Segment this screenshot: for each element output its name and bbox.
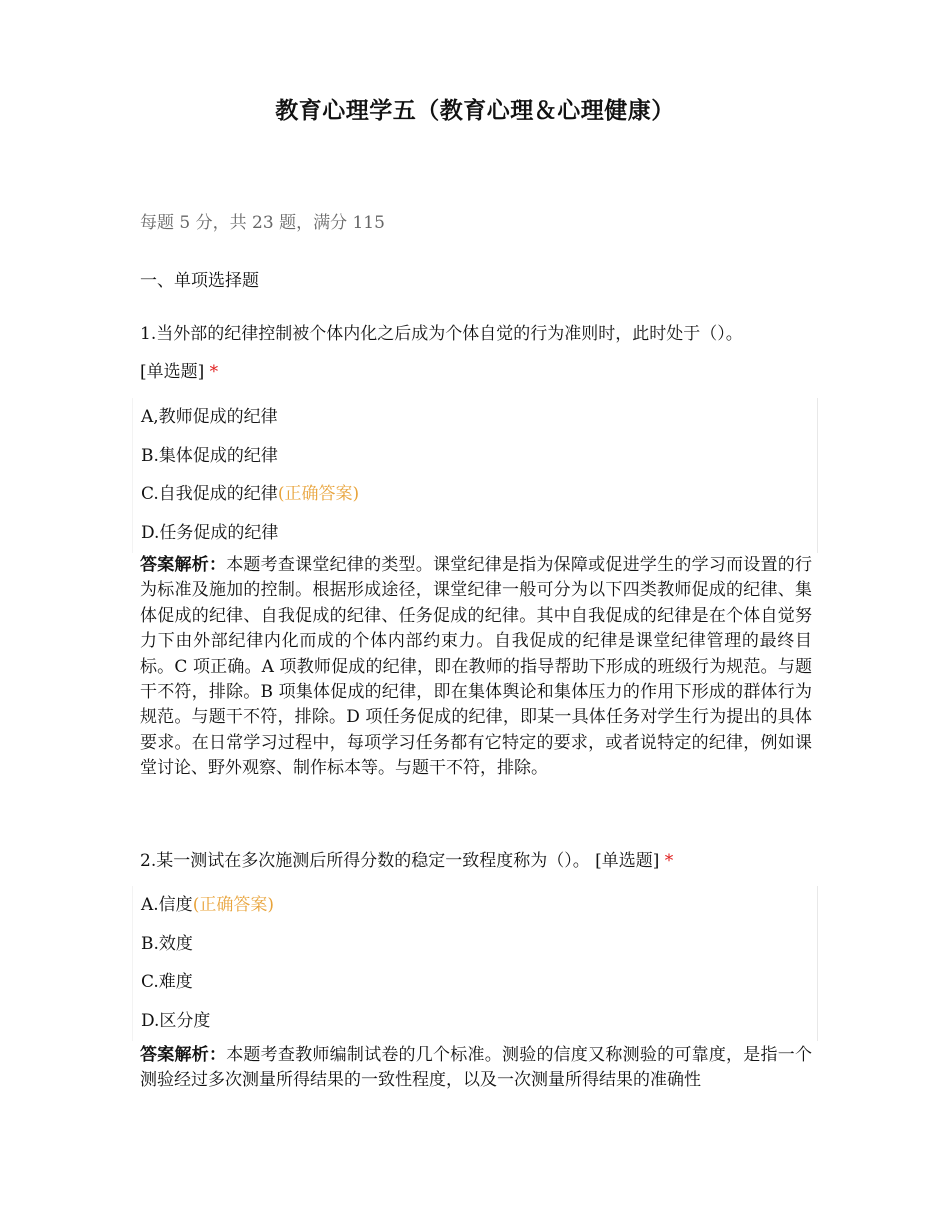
question-1-analysis <box>140 553 812 782</box>
option-c[interactable] <box>133 963 817 1002</box>
option-d[interactable] <box>133 1002 817 1041</box>
analysis-text: 本题考查教师编制试卷的几个标准。测验的信度又称测验的可靠度，是指一个测验经过多次测量所得结果的一致性程度，以及一次测量所得结果的准确性 <box>140 1045 813 1091</box>
option-text: A.信度 <box>141 895 193 915</box>
analysis-label: 答案解析： <box>140 1045 227 1065</box>
question-stem-text: 2.某一测试在多次施测后所得分数的稳定一致程度称为（）。 <box>140 851 590 871</box>
question-2-options <box>132 886 818 1041</box>
option-text: B.效度 <box>141 933 193 954</box>
option-b[interactable] <box>133 925 817 964</box>
option-text: A,教师促成的纪律 <box>141 407 278 427</box>
question-stem-text: 1.当外部的纪律控制被个体内化之后成为个体自觉的行为准则时，此时处于（）。 <box>140 324 743 344</box>
required-mark: * <box>664 851 674 871</box>
question-type-label: [单选题] <box>140 362 205 382</box>
option-text: C.难度 <box>141 972 193 993</box>
question-2-analysis <box>140 1043 812 1094</box>
question-2-stem <box>140 848 673 874</box>
option-b[interactable] <box>133 437 817 476</box>
page-title: 教育心理学五（教育心理＆心理健康） <box>275 98 675 124</box>
option-text: D.任务促成的纪律 <box>141 523 279 544</box>
analysis-text: 本题考查课堂纪律的类型。课堂纪律是指为保障或促进学生的学习而设置的行为标准及施加的控制。根据形成途径，课堂纪律一般可分为以下四类教师促成的纪律、集体促成的纪律、自我促成的纪律、任务促成的纪律。其中自我促成的纪律是在个体自觉努力下由外部纪律内化而成的个体内部约束力。自我促成的纪律是课堂纪律管理的最终目标。C 项正确。A 项教师促成的纪律，即在教师的指导帮助下形成的班级行为规范。与题干不符，排除。B 项集体促成的纪律，即在集体舆论和集体压力的作用下形成的群体行为规范。与题干不符，排除。D 项任务促成的纪律，即某一具体任务对学生行为提出的具体要求。在日常学习过程中，每项学习任务都有它特定的要求，或者说特定的纪律，例如课堂讨论、野外观察、制作标本等。与题干不符，排除。 <box>140 555 813 779</box>
correct-answer-mark: (正确答案) <box>192 895 274 915</box>
option-text: D.区分度 <box>141 1011 211 1032</box>
score-summary: 每题 5 分，共 23 题，满分 115 <box>140 213 385 233</box>
option-a[interactable] <box>133 398 817 437</box>
option-d[interactable] <box>133 514 817 553</box>
option-text: B.集体促成的纪律 <box>141 445 278 466</box>
question-1-stem <box>140 321 743 347</box>
analysis-label: 答案解析： <box>140 555 227 575</box>
option-a[interactable] <box>133 886 817 925</box>
required-mark: * <box>209 362 219 382</box>
correct-answer-mark: (正确答案) <box>277 484 360 505</box>
option-text: C.自我促成的纪律 <box>141 484 278 505</box>
question-1-type <box>140 359 218 385</box>
option-c[interactable] <box>133 475 817 514</box>
question-type-label: [单选题] <box>595 851 660 871</box>
question-1-options <box>132 398 818 553</box>
section-heading: 一、单项选择题 <box>140 271 259 291</box>
